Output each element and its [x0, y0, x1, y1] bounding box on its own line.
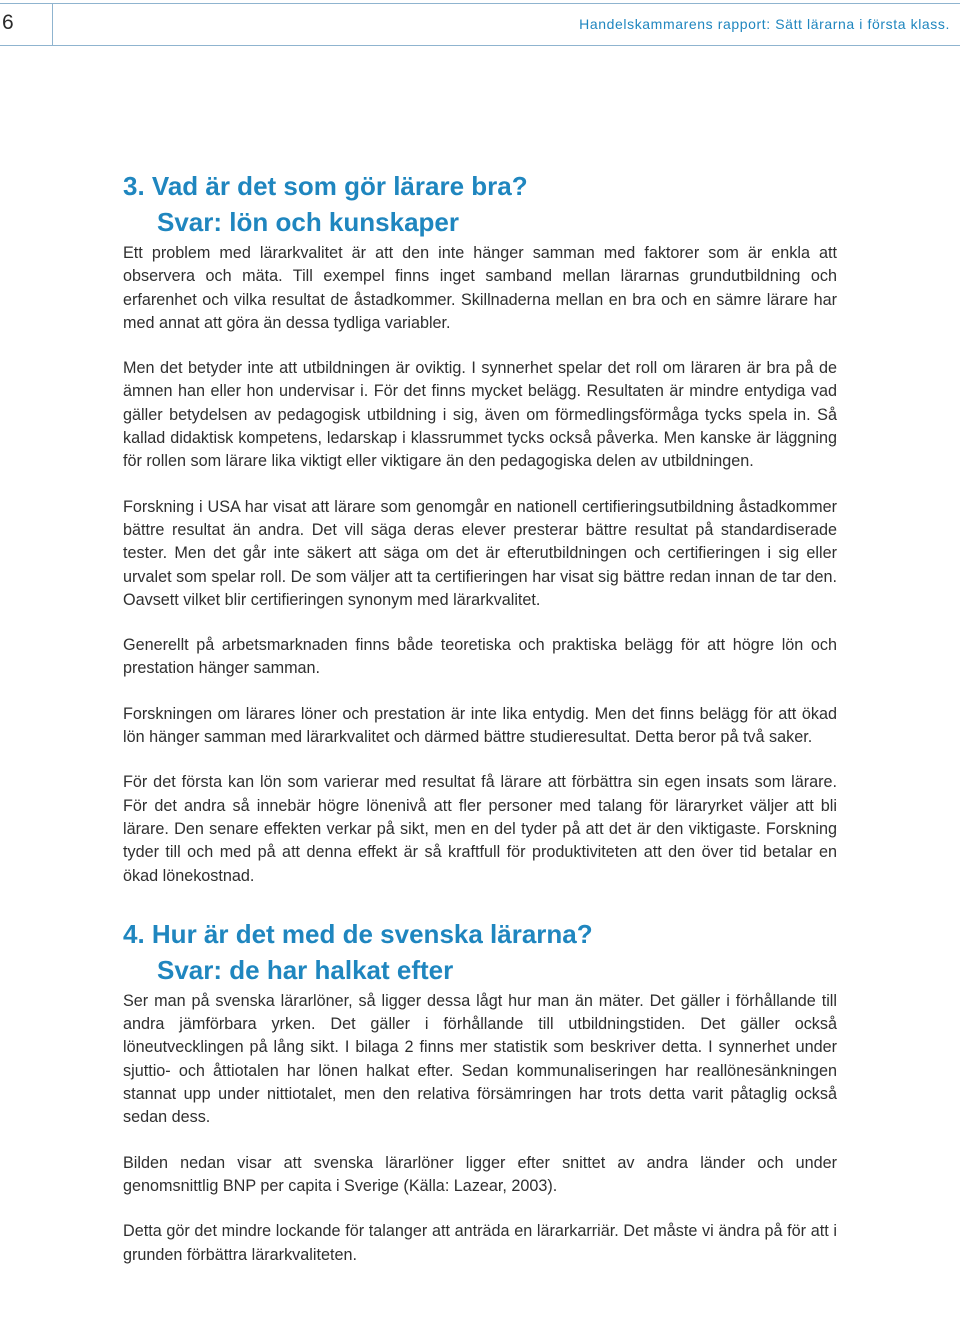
section-4-paragraph: Detta gör det mindre lockande för talanger att anträda en lärarkarriär. Det måste vi ändra på för att i grunden förbättra lärarkvaliteten.: [123, 1222, 837, 1264]
header-top-rule: [0, 3, 960, 4]
page-header: [0, 0, 960, 46]
header-bottom-rule: [0, 45, 960, 46]
section-3-paragraph: Men det betyder inte att utbildningen är oviktig. I synnerhet spelar det roll om läraren är bra på de ämnen han eller hon undervisar i. För det finns mycket belägg. Resultaten är mindre entydiga vad gäller betydelsen av pedagogisk utbildning i sig, även om förmedlingsförmåga tycks spela in. Så kallad didaktisk kompetens, ledarskap i klassrummet tycks också påverka. Men kanske är läggning för rollen som lärare lika viktigt eller viktigare än den pedagogiska delen av utbildningen.: [123, 359, 837, 471]
header-divider: [52, 3, 53, 45]
section-4-heading: [123, 916, 837, 988]
section-3-paragraph: Ett problem med lärarkvalitet är att den inte hänger samman med faktorer som är enkla att observera och mäta. Till exempel finns inget samband mellan lärarnas grundutbildning och erfarenhet och vilka resultat de åstadkommer. Skillnaderna mellan en bra och en sämre lärare har med annat att göra än dessa tydliga variabler.: [123, 244, 837, 332]
page-number: 6: [2, 11, 14, 34]
section-4-paragraph: Bilden nedan visar att svenska lärarlöner ligger efter snittet av andra länder och under genomsnittlig BNP per capita i Sverige (Källa: Lazear, 2003).: [123, 1153, 837, 1195]
section-4-subtitle: Svar: de har halkat efter: [157, 954, 454, 985]
section-3-title: 3. Vad är det som gör lärare bra?: [123, 171, 528, 201]
section-3-paragraph: Generellt på arbetsmarknaden finns både teoretiska och praktiska belägg för att högre lön och prestation hänger samman.: [123, 636, 837, 678]
main-content: [123, 168, 837, 1267]
section-4-paragraph: Ser man på svenska lärarlöner, så ligger dessa lågt hur man än mäter. Det gäller i förhållande till andra jämförbara yrken. Det gäller i förhållande till utbildningstiden. Det gäller också löneutvecklingen på lång sikt. I bilaga 2 finns mer statistik som beskriver detta. I synnerhet under sjuttio- och åttiotalen har lönen halkat efter. Sedan kommunaliseringen har reallönesänkningen stannat upp under nittiotalet, men den relativa försämringen har trots detta varit påtaglig också sedan dess.: [123, 991, 837, 1127]
section-4-title: 4. Hur är det med de svenska lärarna?: [123, 918, 593, 949]
section-3-paragraph: Forskningen om lärares löner och prestation är inte lika entydig. Men det finns belägg för att ökad lön hänger samman med lärarkvalitet och därmed bättre studieresultat. Detta beror på två saker.: [123, 704, 837, 747]
section-3-heading: [123, 168, 837, 240]
section-3-subtitle: Svar: lön och kunskaper: [157, 207, 459, 237]
section-3-paragraph: Forskning i USA har visat att lärare som genomgår en nationell certifieringsutbildning åstadkommer bättre resultat än andra. Det vill säga deras elever presterar bättre resultat på standardiserade tester. Men det går inte säkert att säga om det är efterutbildningen och certifieringen i sig eller urvalet som spelar roll. De som väljer att ta certifieringen har visat sig bättre redan innan de tar den. Oavsett vilket blir certifieringen synonym med lärarkvalitet.: [123, 497, 837, 609]
running-title: Handelskammarens rapport: Sätt lärarna i första klass.: [579, 16, 950, 32]
section-3-paragraph: För det första kan lön som varierar med resultat få lärare att förbättra sin egen insats som lärare. För det andra så innebär högre lönenivå att fler personer med talang för läraryrket väljer att bli lärare. Den senare effekten verkar på sikt, men en del tyder på att det är den viktigaste. Forskning tyder till och med på att denna effekt är så kraftfull för produktiviteten att den över tid betalar en ökad lönekostnad.: [123, 773, 837, 885]
